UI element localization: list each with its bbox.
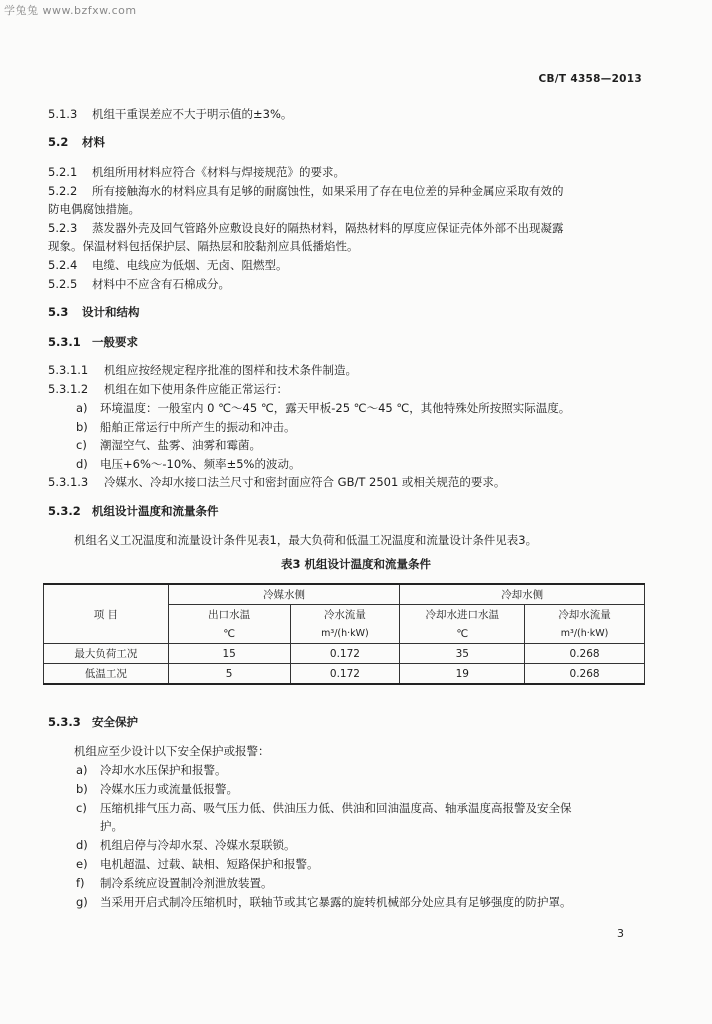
clause-5-3-1-3 — [48, 474, 505, 490]
list-item-c — [76, 437, 261, 453]
list-marker: a) — [76, 763, 88, 777]
list-text: 潮湿空气、盐雾、油雾和霉菌。 — [100, 438, 261, 452]
list-text: 电压+6%～-10%、频率±5%的波动。 — [100, 457, 301, 471]
list-item-e — [76, 856, 319, 872]
list-marker: b) — [76, 420, 88, 434]
clause-text: 材料中不应含有石棉成分。 — [92, 277, 230, 291]
table-header-row-1 — [44, 584, 645, 605]
table-cell: 5 — [168, 664, 290, 685]
table-cell: 19 — [400, 664, 525, 685]
clause-number: 5.2.2 — [48, 184, 78, 198]
list-item-c — [76, 800, 572, 816]
table-row — [44, 664, 645, 685]
clause-text: 机组干重误差应不大于明示值的±3%。 — [92, 107, 293, 121]
section-5-3-heading — [48, 304, 140, 320]
table-cell: 0.172 — [290, 664, 400, 685]
column-header: 冷却水进口水温 — [400, 605, 525, 625]
section-number: 5.2 — [48, 135, 69, 149]
column-header: 冷却水流量 — [525, 605, 645, 625]
section-title: 一般要求 — [92, 335, 138, 349]
list-marker: d) — [76, 838, 88, 852]
section-title: 安全保护 — [92, 715, 138, 729]
list-text: 护。 — [100, 819, 123, 833]
standard-code: CB/T 4358—2013 — [538, 73, 642, 85]
list-item-a — [76, 762, 227, 778]
table-title: 表3 机组设计温度和流量条件 — [280, 557, 431, 571]
paragraph-text: 机组应至少设计以下安全保护或报警： — [74, 744, 270, 758]
section-number: 5.3.2 — [48, 504, 81, 518]
clause-5-1-3 — [48, 106, 292, 122]
clause-text: 机组在如下使用条件应能正常运行： — [104, 382, 288, 396]
list-item-c-cont — [100, 818, 123, 834]
clause-text: 所有接触海水的材料应具有足够的耐腐蚀性，如果采用了存在电位差的异种金属应采取有效的 — [92, 184, 564, 198]
clause-text: 现象。保温材料包括保护层、隔热层和胶黏剂应具低播焰性。 — [48, 239, 359, 253]
paragraph-5-3-3 — [74, 743, 270, 759]
clause-text: 防电偶腐蚀措施。 — [48, 202, 140, 216]
section-5-2-heading — [48, 134, 105, 150]
section-5-3-3-heading — [48, 714, 138, 730]
list-text: 船舶正常运行中所产生的振动和冲击。 — [100, 420, 296, 434]
list-text: 机组启停与冷却水泵、冷媒水泵联锁。 — [100, 838, 296, 852]
list-text: 环境温度：一般室内 0 ℃～45 ℃，露天甲板-25 ℃～45 ℃，其他特殊处所按照实际温度。 — [100, 401, 571, 415]
list-text: 冷媒水压力或流量低报警。 — [100, 782, 238, 796]
clause-number: 5.3.1.2 — [48, 382, 89, 396]
table-row — [44, 644, 645, 664]
list-marker: d) — [76, 457, 88, 471]
list-text: 当采用开启式制冷压缩机时，联轴节或其它暴露的旋转机械部分处应具有足够强度的防护罩。 — [100, 895, 572, 909]
section-title: 材料 — [82, 135, 105, 149]
clause-number: 5.3.1.1 — [48, 363, 89, 377]
clause-5-2-2-cont — [48, 201, 140, 217]
table-cell: 0.268 — [525, 664, 645, 685]
list-marker: g) — [76, 895, 88, 909]
list-item-f — [76, 875, 273, 891]
clause-number: 5.1.3 — [48, 107, 78, 121]
design-conditions-table — [43, 583, 645, 685]
list-marker: c) — [76, 801, 87, 815]
unit-cell: ℃ — [168, 624, 290, 644]
list-marker: a) — [76, 401, 88, 415]
clause-text: 机组所用材料应符合《材料与焊接规范》的要求。 — [92, 165, 345, 179]
list-item-b — [76, 781, 238, 797]
clause-number: 5.3.1.3 — [48, 475, 89, 489]
section-number: 5.3 — [48, 305, 69, 319]
clause-5-2-3-cont — [48, 238, 359, 254]
unit-cell: m³/(h·kW) — [290, 624, 400, 644]
unit-cell: m³/(h·kW) — [525, 624, 645, 644]
section-title: 机组设计温度和流量条件 — [92, 504, 219, 518]
clause-number: 5.2.1 — [48, 165, 78, 179]
clause-5-2-2 — [48, 183, 564, 199]
list-item-a — [76, 400, 570, 416]
section-number: 5.3.1 — [48, 335, 81, 349]
section-title: 设计和结构 — [82, 305, 140, 319]
clause-5-2-3 — [48, 220, 564, 236]
list-text: 电机超温、过载、缺相、短路保护和报警。 — [100, 857, 319, 871]
clause-5-3-1-2 — [48, 381, 288, 397]
list-marker: b) — [76, 782, 88, 796]
list-marker: f) — [76, 876, 85, 890]
cooling-water-group-header: 冷却水侧 — [400, 584, 645, 605]
clause-5-3-1-1 — [48, 362, 357, 378]
clause-text: 机组应按经规定程序批准的图样和技术条件制造。 — [104, 363, 357, 377]
paragraph-5-3-2 — [74, 532, 537, 548]
section-5-3-2-heading — [48, 503, 219, 519]
clause-5-2-4 — [48, 257, 288, 273]
section-number: 5.3.3 — [48, 715, 81, 729]
clause-number: 5.2.3 — [48, 221, 78, 235]
list-text: 制冷系统应设置制冷剂泄放装置。 — [100, 876, 273, 890]
section-5-3-1-heading — [48, 334, 138, 350]
list-item-b — [76, 419, 296, 435]
clause-5-2-1 — [48, 164, 345, 180]
list-text: 冷却水水压保护和报警。 — [100, 763, 227, 777]
row-label: 最大负荷工况 — [44, 644, 169, 664]
page-number: 3 — [617, 927, 624, 940]
watermark-text: 学兔兔 www.bzfxw.com — [4, 4, 137, 17]
list-item-d — [76, 456, 300, 472]
unit-cell: ℃ — [400, 624, 525, 644]
clause-number: 5.2.5 — [48, 277, 78, 291]
table-cell: 0.268 — [525, 644, 645, 664]
list-marker: e) — [76, 857, 88, 871]
list-text: 压缩机排气压力高、吸气压力低、供油压力低、供油和回油温度高、轴承温度高报警及安全保 — [100, 801, 572, 815]
table-cell: 35 — [400, 644, 525, 664]
column-header: 冷水流量 — [290, 605, 400, 625]
clause-text: 蒸发器外壳及回气管路外应敷设良好的隔热材料，隔热材料的厚度应保证壳体外部不出现凝露 — [92, 221, 564, 235]
list-item-d — [76, 837, 296, 853]
clause-5-2-5 — [48, 276, 230, 292]
table-cell: 0.172 — [290, 644, 400, 664]
table-cell: 15 — [168, 644, 290, 664]
list-item-g — [76, 894, 572, 910]
item-header: 项 目 — [44, 584, 169, 644]
chilled-water-group-header: 冷媒水侧 — [168, 584, 400, 605]
clause-number: 5.2.4 — [48, 258, 78, 272]
column-header: 出口水温 — [168, 605, 290, 625]
list-marker: c) — [76, 438, 87, 452]
paragraph-text: 机组名义工况温度和流量设计条件见表1，最大负荷和低温工况温度和流量设计条件见表3。 — [74, 533, 538, 547]
row-label: 低温工况 — [44, 664, 169, 685]
clause-text: 冷媒水、冷却水接口法兰尺寸和密封面应符合 GB/T 2501 或相关规范的要求。 — [104, 475, 506, 489]
clause-text: 电缆、电线应为低烟、无卤、阻燃型。 — [92, 258, 288, 272]
